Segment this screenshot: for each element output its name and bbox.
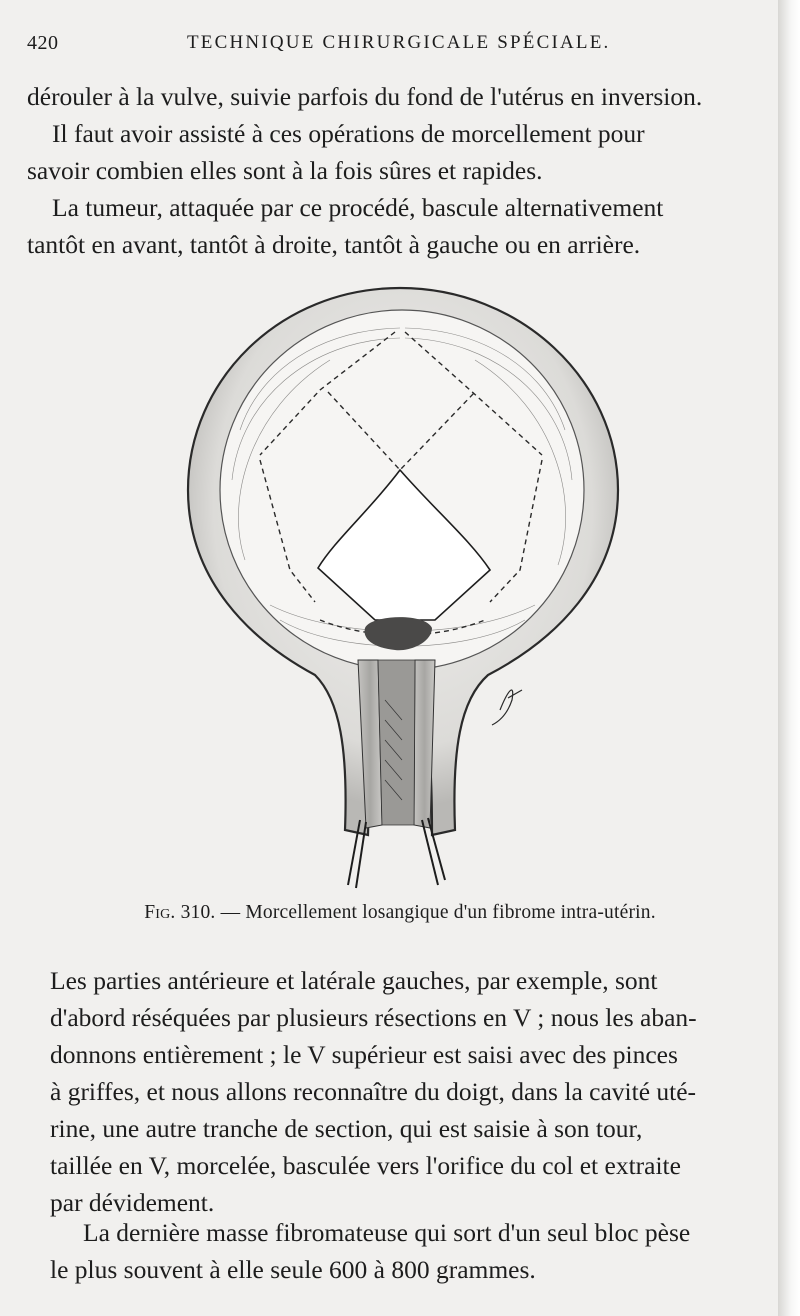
- text-line: d'abord réséquées par plusieurs résections en V ; nous les aban-: [50, 1003, 697, 1032]
- figure-caption: [0, 902, 800, 924]
- paragraph-bottom-1: [50, 962, 780, 1221]
- text-line: le plus souvent à elle seule 600 à 800 grammes.: [50, 1255, 536, 1284]
- running-head: TECHNIQUE CHIRURGICALE SPÉCIALE.: [187, 32, 611, 53]
- text-line: par dévidement.: [50, 1188, 215, 1217]
- text-line: Il faut avoir assisté à ces opérations de morcellement pour: [52, 119, 645, 148]
- text-line: La tumeur, attaquée par ce procédé, bascule alternativement: [52, 193, 664, 222]
- text-line: La dernière masse fibromateuse qui sort d'un seul bloc pèse: [83, 1218, 691, 1247]
- page-header: [27, 32, 747, 60]
- page-edge-shadow: [778, 0, 800, 1316]
- text-line: dérouler à la vulve, suivie parfois du fond de l'utérus en inversion.: [27, 82, 703, 111]
- paragraph-bottom-2: [50, 1214, 783, 1288]
- text-line: taillée en V, morcelée, basculée vers l'orifice du col et extraite: [50, 1151, 681, 1180]
- paragraph-top: [27, 78, 750, 263]
- text-line: à griffes, et nous allons reconnaître du doigt, dans la cavité uté-: [50, 1077, 697, 1106]
- figure-label: Fig. 310.: [144, 902, 216, 923]
- caption-text: Morcellement losangique d'un fibrome intra-utérin.: [245, 902, 656, 923]
- text-line: Les parties antérieure et latérale gauches, par exemple, sont: [50, 966, 658, 995]
- caption-dash: —: [220, 902, 241, 923]
- text-line: donnons entièrement ; le V supérieur est saisi avec des pinces: [50, 1040, 678, 1069]
- figure-illustration: [170, 280, 630, 900]
- text-line: rine, une autre tranche de section, qui est saisie à son tour,: [50, 1114, 643, 1143]
- text-line: tantôt en avant, tantôt à droite, tantôt à gauche ou en arrière.: [27, 230, 641, 259]
- text-line: savoir combien elles sont à la fois sûres et rapides.: [27, 156, 543, 185]
- page-number: 420: [27, 32, 59, 54]
